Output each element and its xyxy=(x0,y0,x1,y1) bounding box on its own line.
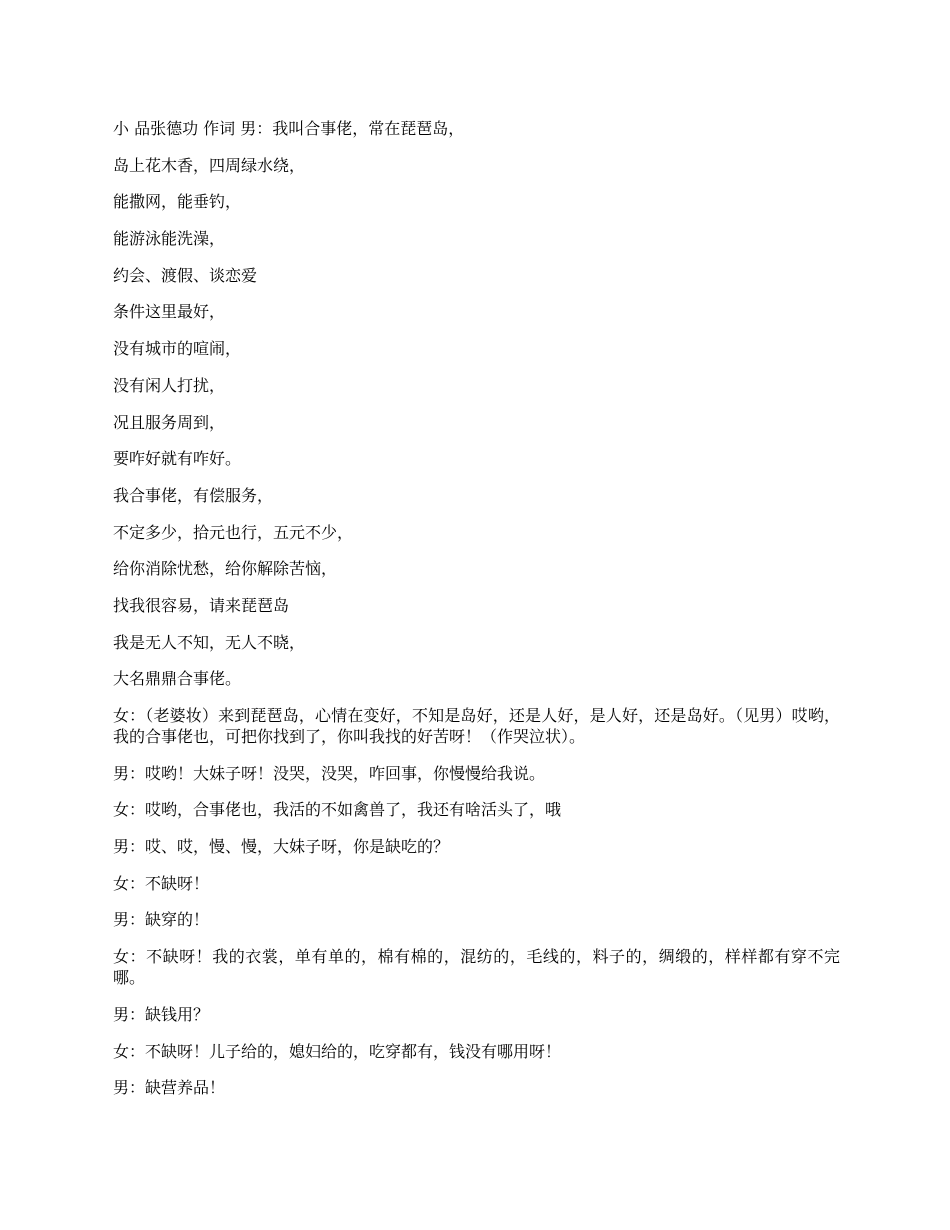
paragraph-19: 女：哎哟，合事佬也，我活的不如禽兽了，我还有啥活头了，哦 xyxy=(113,800,562,820)
paragraph-7: 没有城市的喧闹， xyxy=(113,339,242,359)
paragraph-20: 男：哎、哎，慢、慢，大妹子呀，你是缺吃的？ xyxy=(113,837,450,857)
paragraph-11: 我合事佬，有偿服务， xyxy=(113,485,274,505)
paragraph-21: 女：不缺呀！ xyxy=(113,873,210,893)
paragraph-4: 能游泳能洗澡， xyxy=(113,229,226,249)
paragraph-23: 女：不缺呀！我的衣裳，单有单的，棉有棉的，混纺的，毛线的，料子的，绸缎的，样样都有穿不完哪。 xyxy=(113,947,840,988)
paragraph-17: 女：（老婆妆）来到琵琶岛，心情在变好，不知是岛好，还是人好，是人好，还是岛好。（见男）哎哟，我的合事佬也，可把你找到了，你叫我找的好苦呀！（作哭泣状）。 xyxy=(113,706,840,746)
paragraph-6: 条件这里最好， xyxy=(113,302,226,322)
document-page xyxy=(113,118,840,1114)
paragraph-16: 大名鼎鼎合事佬。 xyxy=(113,669,242,689)
paragraph-12: 不定多少，拾元也行，五元不少， xyxy=(113,522,354,542)
paragraph-9: 况且服务周到， xyxy=(113,412,226,432)
paragraph-8: 没有闲人打扰， xyxy=(113,375,226,395)
paragraph-25: 女：不缺呀！儿子给的，媳妇给的，吃穿都有，钱没有哪用呀！ xyxy=(113,1041,562,1061)
paragraph-1: 小 品张德功 作词 男：我叫合事佬，常在琵琶岛， xyxy=(113,119,465,138)
paragraph-24: 男：缺钱用？ xyxy=(113,1004,210,1024)
paragraph-2: 岛上花木香，四周绿水绕， xyxy=(113,155,306,175)
paragraph-3: 能撒网，能垂钓， xyxy=(113,192,242,212)
paragraph-26: 男：缺营养品！ xyxy=(113,1078,226,1098)
paragraph-22: 男：缺穿的！ xyxy=(113,910,210,930)
paragraph-18: 男：哎哟！大妹子呀！没哭，没哭，咋回事，你慢慢给我说。 xyxy=(113,763,546,783)
paragraph-14: 找我很容易，请来琵琶岛 xyxy=(113,595,290,615)
paragraph-15: 我是无人不知，无人不晓， xyxy=(113,632,306,652)
paragraph-13: 给你消除忧愁，给你解除苦恼， xyxy=(113,559,338,579)
paragraph-5: 约会、渡假、谈恋爱 xyxy=(113,265,258,285)
paragraph-10: 要咋好就有咋好。 xyxy=(113,449,242,469)
